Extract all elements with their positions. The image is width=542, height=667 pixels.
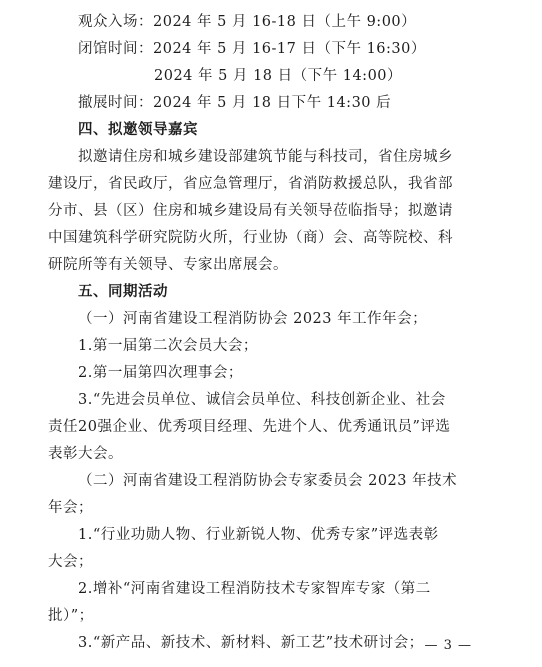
section-4-para-line: 研院所等有关领导、专家出席展会。 bbox=[48, 257, 288, 273]
subsection-2-item: 批）”； bbox=[48, 608, 94, 624]
closing-time-line-1: 闭馆时间：2024 年 5 月 16-17 日（下午 16:30） bbox=[78, 41, 426, 57]
section-4-para-line: 建设厅，省民政厅，省应急管理厅，省消防救援总队，我省部 bbox=[48, 176, 453, 192]
subsection-2-title-cont: 年会； bbox=[48, 500, 93, 516]
subsection-1-item: 表彰大会。 bbox=[48, 446, 123, 462]
page-number: — 3 — bbox=[424, 638, 472, 653]
subsection-1-item: 2.第一届第四次理事会； bbox=[78, 365, 243, 381]
subsection-1-item: 责任20强企业、优秀项目经理、先进个人、优秀通讯员”评选 bbox=[48, 419, 451, 435]
section-4-para-line: 拟邀请住房和城乡建设部建筑节能与科技司，省住房城乡 bbox=[78, 149, 453, 165]
closing-time-line-2: 2024 年 5 月 18 日（下午 14:00） bbox=[154, 68, 403, 84]
teardown-time-line: 撤展时间：2024 年 5 月 18 日下午 14:30 后 bbox=[78, 95, 392, 111]
subsection-1-item: 1.第一届第二次会员大会； bbox=[78, 338, 258, 354]
subsection-2-item: 大会； bbox=[48, 554, 93, 570]
section-5-heading: 五、同期活动 bbox=[78, 284, 168, 300]
section-4-para-line: 中国建筑科学研究院防火所，行业协（商）会、高等院校、科 bbox=[48, 230, 453, 246]
subsection-1-title: （一）河南省建设工程消防协会 2023 年工作年会； bbox=[78, 311, 428, 327]
subsection-2-item: 1.“行业功勋人物、行业新锐人物、优秀专家”评选表彰 bbox=[78, 527, 439, 543]
section-4-para-line: 分市、县（区）住房和城乡建设局有关领导莅临指导；拟邀请 bbox=[48, 203, 453, 219]
subsection-2-item: 3.“新产品、新技术、新材料、新工艺”技术研讨会； bbox=[78, 635, 424, 651]
audience-entry-line: 观众入场：2024 年 5 月 16-18 日（上午 9:00） bbox=[78, 14, 417, 30]
subsection-1-item: 3.“先进会员单位、诚信会员单位、科技创新企业、社会 bbox=[78, 392, 446, 408]
section-4-heading: 四、拟邀领导嘉宾 bbox=[78, 122, 198, 138]
subsection-2-item: 2.增补“河南省建设工程消防技术专家智库专家（第二 bbox=[78, 581, 431, 597]
subsection-2-title: （二）河南省建设工程消防协会专家委员会 2023 年技术 bbox=[78, 473, 458, 489]
